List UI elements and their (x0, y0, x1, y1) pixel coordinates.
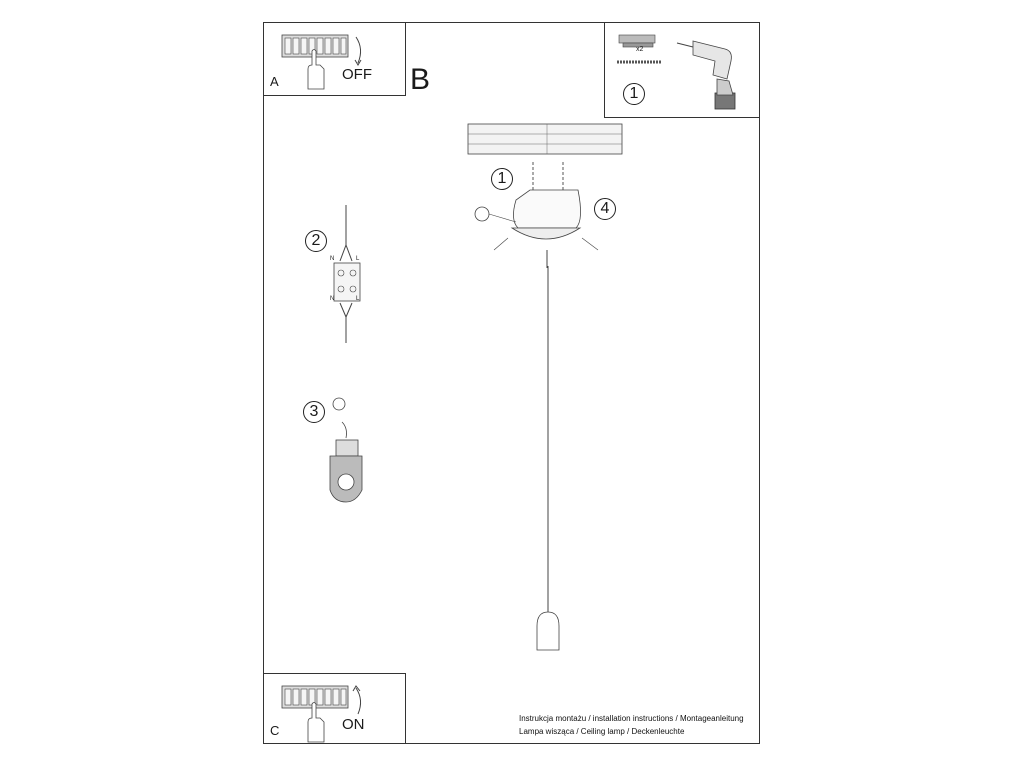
arrow-icon (356, 37, 361, 63)
mount-screw-step: 1 (491, 168, 513, 190)
ground-symbol-icon (475, 207, 489, 221)
pendant-cord (544, 266, 564, 656)
canopy-step: 4 (594, 198, 616, 220)
tools-panel (604, 22, 760, 118)
panel-b-letter: B (410, 63, 431, 96)
panel-c-letter: C (270, 723, 280, 738)
tools-step-number: 1 (623, 83, 645, 105)
ground-step: 3 (303, 401, 325, 423)
wiring-neutral-top: N (330, 256, 335, 262)
arrow-icon (356, 688, 361, 714)
panel-c-power-on (263, 673, 406, 744)
hand-icon (308, 703, 324, 743)
panel-c-state: ON (342, 716, 365, 733)
wiring-live-top: L (356, 256, 360, 262)
panel-a-power-off (263, 22, 406, 96)
canopy-icon (513, 190, 580, 228)
footer-instructions: Instrukcja montażu / installation instructions / Montageanleitung (519, 714, 744, 723)
ceiling-mount-diagram (460, 120, 640, 270)
quantity-label: x2 (636, 46, 644, 53)
lamp-socket-icon (537, 612, 559, 650)
wiring-step: 2 (305, 230, 327, 252)
terminal-block-icon (328, 205, 368, 345)
ground-connector-icon (326, 394, 366, 504)
screw-icon (615, 57, 663, 67)
wiring-live-bottom: L (356, 296, 360, 302)
wiring-neutral-bottom: N (330, 296, 335, 302)
drill-icon (675, 35, 757, 115)
panel-a-state: OFF (342, 66, 372, 83)
panel-a-letter: A (270, 74, 279, 89)
footer-product: Lampa wisząca / Ceiling lamp / Deckenleuchte (519, 727, 685, 736)
